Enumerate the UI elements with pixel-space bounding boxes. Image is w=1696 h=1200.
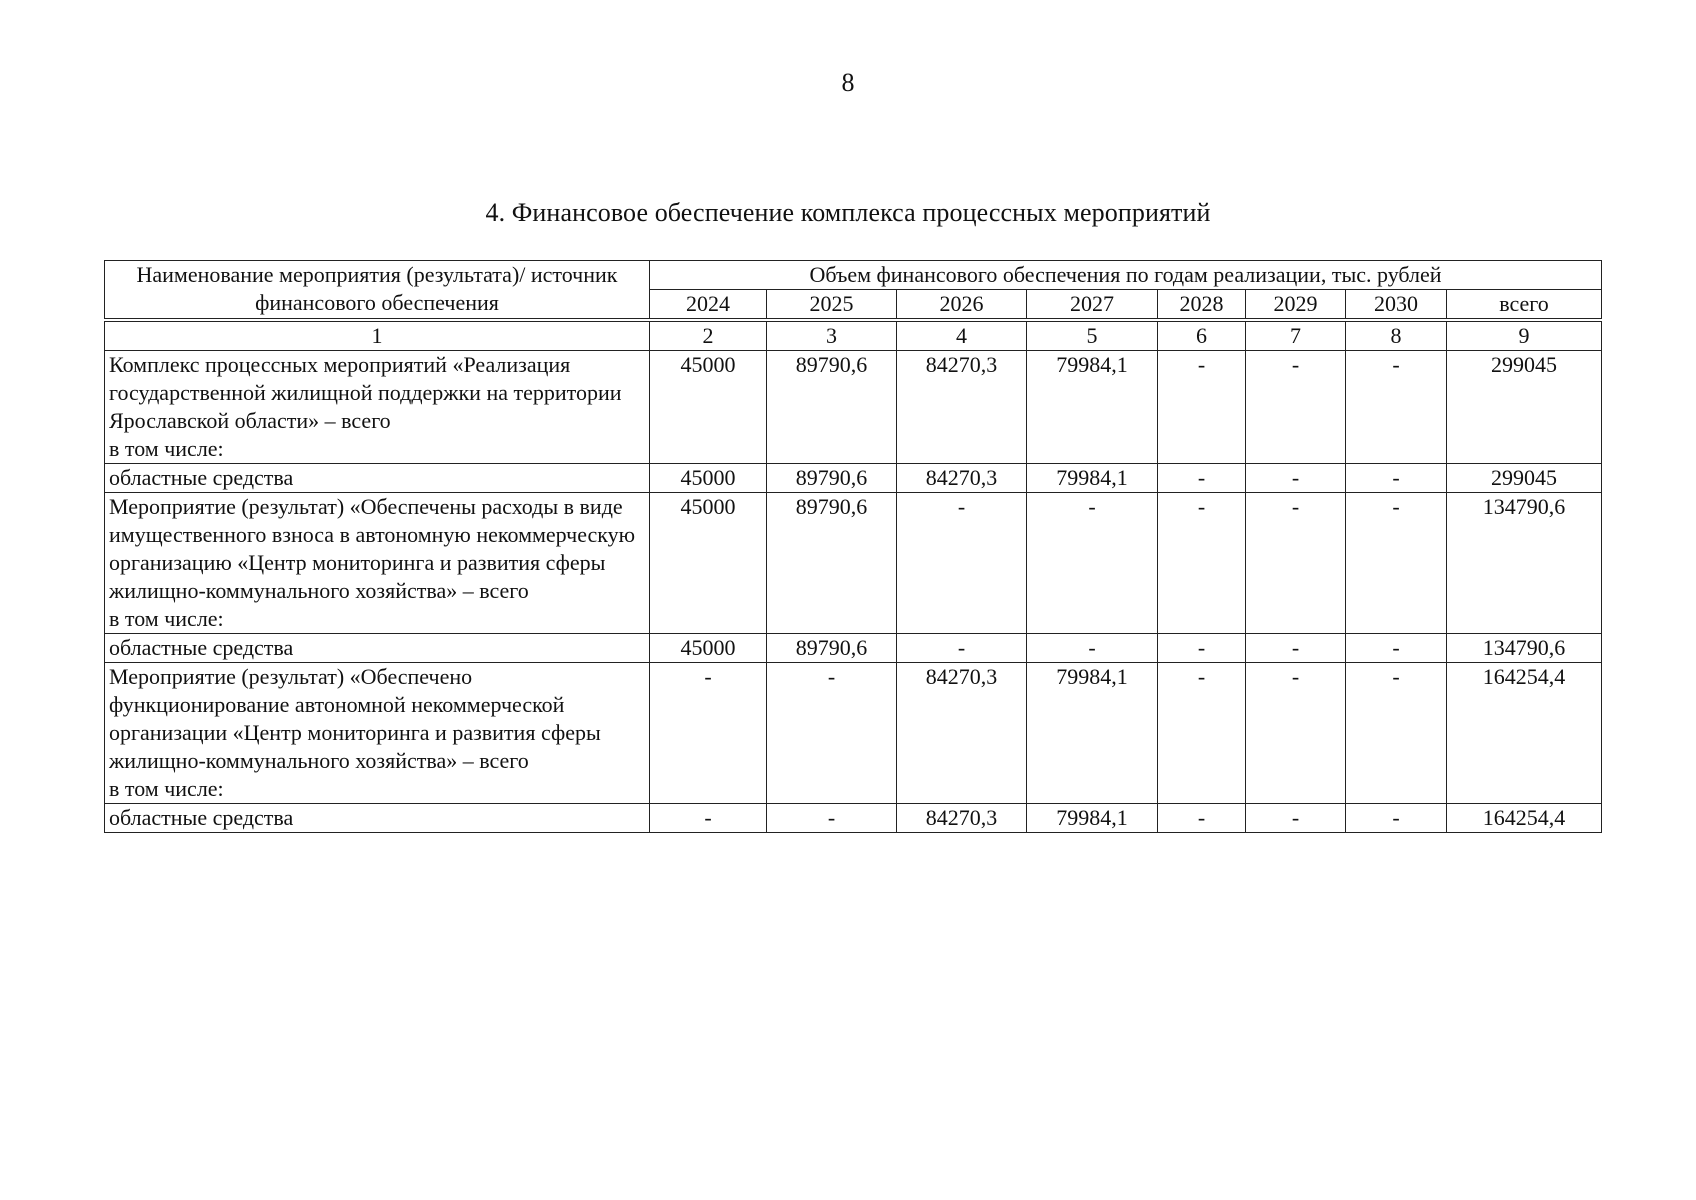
row-name: областные средства xyxy=(109,805,294,830)
value-cell: 45000 xyxy=(650,464,767,493)
table-row xyxy=(105,634,1602,663)
value-cell: 89790,6 xyxy=(767,634,897,663)
value-cell: - xyxy=(1158,464,1246,493)
table-row xyxy=(105,493,1602,634)
value-cell: - xyxy=(1246,351,1346,464)
header-name-cell: Наименование мероприятия (результата)/ источник финансового обеспечения xyxy=(105,261,650,319)
value-cell: 45000 xyxy=(650,634,767,663)
total-cell: 299045 xyxy=(1447,351,1602,464)
value-cell: - xyxy=(1027,634,1158,663)
year-header: 2025 xyxy=(767,290,897,319)
value-cell: - xyxy=(767,663,897,804)
row-note: в том числе: xyxy=(109,776,224,801)
table-header-row xyxy=(105,261,1602,290)
value-cell: 89790,6 xyxy=(767,351,897,464)
row-note: в том числе: xyxy=(109,606,224,631)
column-number: 3 xyxy=(767,322,897,351)
total-cell: 299045 xyxy=(1447,464,1602,493)
value-cell: 84270,3 xyxy=(897,804,1027,833)
year-header: 2027 xyxy=(1027,290,1158,319)
value-cell: 84270,3 xyxy=(897,464,1027,493)
value-cell: - xyxy=(1027,493,1158,634)
row-name-cell xyxy=(105,804,650,833)
value-cell: 84270,3 xyxy=(897,663,1027,804)
value-cell: - xyxy=(1246,663,1346,804)
value-cell: 79984,1 xyxy=(1027,804,1158,833)
value-cell: - xyxy=(1158,634,1246,663)
row-note: в том числе: xyxy=(109,436,224,461)
header-volume-cell: Объем финансового обеспечения по годам реализации, тыс. рублей xyxy=(650,261,1602,290)
value-cell: - xyxy=(1346,351,1447,464)
value-cell: - xyxy=(1346,464,1447,493)
table-row xyxy=(105,351,1602,464)
column-number: 7 xyxy=(1246,322,1346,351)
value-cell: 89790,6 xyxy=(767,464,897,493)
value-cell: 45000 xyxy=(650,351,767,464)
row-name-cell xyxy=(105,351,650,464)
column-number-row xyxy=(105,322,1602,351)
value-cell: - xyxy=(1346,804,1447,833)
value-cell: - xyxy=(1158,351,1246,464)
value-cell: - xyxy=(1346,493,1447,634)
total-cell: 164254,4 xyxy=(1447,663,1602,804)
table-row xyxy=(105,804,1602,833)
table-row xyxy=(105,663,1602,804)
row-name: Мероприятие (результат) «Обеспечено функционирование автономной некоммерческой организации «Центр мониторинга и развития сферы жилищно-коммунального хозяйства» – всего xyxy=(109,664,601,773)
value-cell: - xyxy=(1246,464,1346,493)
value-cell: 45000 xyxy=(650,493,767,634)
row-name-cell xyxy=(105,663,650,804)
value-cell: - xyxy=(897,493,1027,634)
column-number: 4 xyxy=(897,322,1027,351)
column-number: 9 xyxy=(1447,322,1602,351)
value-cell: - xyxy=(1346,663,1447,804)
column-number: 8 xyxy=(1346,322,1447,351)
year-header: 2024 xyxy=(650,290,767,319)
row-name: областные средства xyxy=(109,635,294,660)
year-header: 2026 xyxy=(897,290,1027,319)
row-name: областные средства xyxy=(109,465,294,490)
year-header: 2030 xyxy=(1346,290,1447,319)
section-title: 4. Финансовое обеспечение комплекса процессных мероприятий xyxy=(485,198,1211,227)
value-cell: - xyxy=(1158,663,1246,804)
total-header: всего xyxy=(1447,290,1602,319)
value-cell: - xyxy=(1346,634,1447,663)
column-number: 2 xyxy=(650,322,767,351)
value-cell: 79984,1 xyxy=(1027,663,1158,804)
total-cell: 134790,6 xyxy=(1447,634,1602,663)
value-cell: - xyxy=(767,804,897,833)
value-cell: 79984,1 xyxy=(1027,351,1158,464)
value-cell: 79984,1 xyxy=(1027,464,1158,493)
value-cell: - xyxy=(650,663,767,804)
value-cell: - xyxy=(1246,493,1346,634)
value-cell: - xyxy=(650,804,767,833)
row-name-cell xyxy=(105,493,650,634)
page-number: 8 xyxy=(841,68,855,97)
value-cell: - xyxy=(1246,804,1346,833)
row-name-cell xyxy=(105,464,650,493)
value-cell: - xyxy=(1246,634,1346,663)
table-row xyxy=(105,464,1602,493)
column-number: 6 xyxy=(1158,322,1246,351)
value-cell: - xyxy=(897,634,1027,663)
year-header: 2029 xyxy=(1246,290,1346,319)
row-name: Комплекс процессных мероприятий «Реализация государственной жилищной поддержки на территории Ярославской области» – всего xyxy=(109,352,622,433)
total-cell: 134790,6 xyxy=(1447,493,1602,634)
value-cell: 89790,6 xyxy=(767,493,897,634)
row-name: Мероприятие (результат) «Обеспечены расходы в виде имущественного взноса в автономную некоммерческую организацию «Центр мониторинга и развития сферы жилищно-коммунального хозяйства» – всего xyxy=(109,494,636,603)
financing-table xyxy=(104,260,1602,833)
column-number: 1 xyxy=(105,322,650,351)
value-cell: - xyxy=(1158,493,1246,634)
value-cell: 84270,3 xyxy=(897,351,1027,464)
year-header: 2028 xyxy=(1158,290,1246,319)
column-number: 5 xyxy=(1027,322,1158,351)
total-cell: 164254,4 xyxy=(1447,804,1602,833)
value-cell: - xyxy=(1158,804,1246,833)
row-name-cell xyxy=(105,634,650,663)
